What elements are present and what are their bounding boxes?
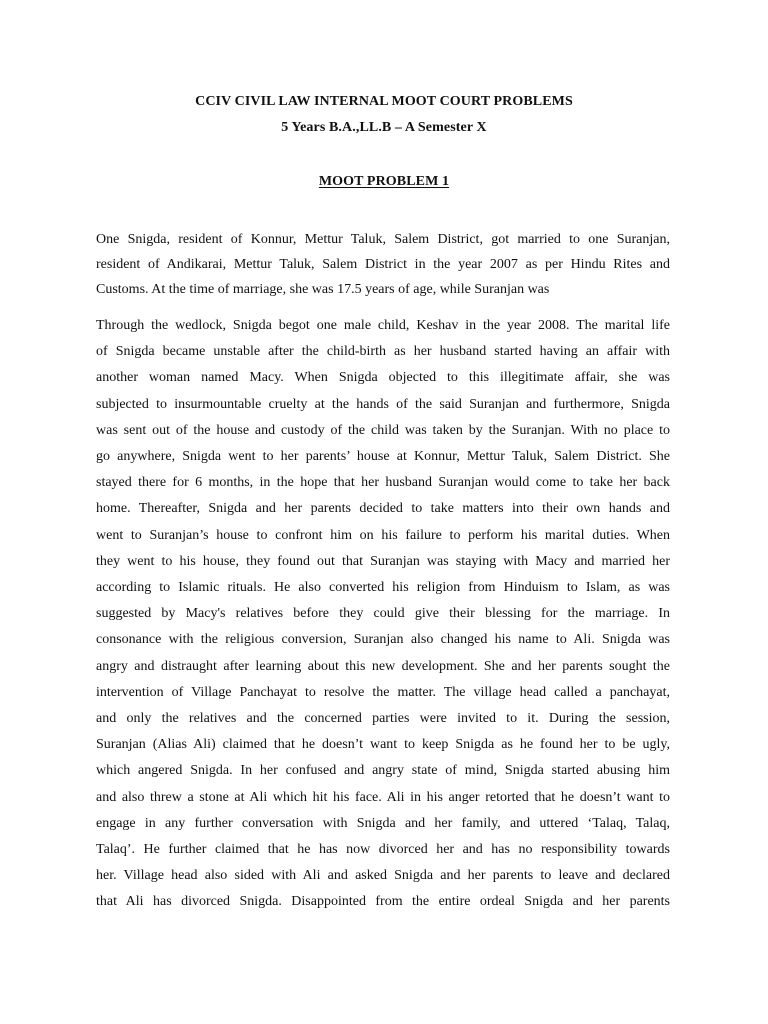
paragraph-1 (96, 227, 670, 302)
moot-problem-heading: MOOT PROBLEM 1 (318, 174, 450, 189)
document-title: CCIV CIVIL LAW INTERNAL MOOT COURT PROBLEMS (195, 94, 573, 109)
paragraph-line: One Snigda, resident of Konnur, Mettur Taluk, Salem District, got married to one Suranjan, (96, 232, 670, 247)
paragraph-line: they went to his house, they found out that Suranjan was staying with Macy and married her (96, 553, 670, 569)
paragraph-line: stayed there for 6 months, in the hope that her husband Suranjan would come to take her back (96, 475, 670, 491)
paragraph-line: of Snigda became unstable after the child-birth as her husband started having an affair with (96, 344, 670, 360)
paragraph-line: angry and distraught after learning about this new development. She and her parents sought the (96, 658, 670, 674)
paragraph-line: that Ali has divorced Snigda. Disappointed from the entire ordeal Snigda and her parents (96, 894, 670, 910)
paragraph-line: another woman named Macy. When Snigda objected to this illegitimate affair, she was (96, 370, 670, 386)
paragraph-line: go anywhere, Snigda went to her parents’ house at Konnur, Mettur Taluk, Salem District. She (96, 449, 670, 465)
paragraph-line: subjected to insurmountable cruelty at the hands of the said Suranjan and furthermore, Snigda (96, 396, 670, 412)
paragraph-line: home. Thereafter, Snigda and her parents decided to take matters into their own hands and (96, 501, 670, 517)
paragraph-line: and also threw a stone at Ali which hit his face. Ali in his anger retorted that he doesn’t want to (96, 789, 670, 805)
paragraph-line: Through the wedlock, Snigda begot one male child, Keshav in the year 2008. The marital life (96, 318, 670, 333)
paragraph-line: consonance with the religious conversion, Suranjan also changed his name to Ali. Snigda was (96, 632, 670, 648)
paragraph-line: which angered Snigda. In her confused and angry state of mind, Snigda started abusing him (96, 763, 670, 779)
paragraph-2 (96, 313, 670, 916)
paragraph-line: Suranjan (Alias Ali) claimed that he doesn’t want to keep Snigda as he found her to be ugly, (96, 737, 670, 753)
paragraph-line: suggested by Macy's relatives before they could give their blessing for the marriage. In (96, 606, 670, 622)
paragraph-line: and only the relatives and the concerned parties were invited to it. During the session, (96, 711, 670, 727)
paragraph-line: went to Suranjan’s house to confront him on his failure to perform his marital duties. When (96, 527, 670, 543)
paragraph-line: her. Village head also sided with Ali and asked Snigda and her parents to leave and declared (96, 868, 670, 884)
paragraph-line: Talaq’. He further claimed that he has now divorced her and has no responsibility towards (96, 842, 670, 858)
paragraph-line: resident of Andikarai, Mettur Taluk, Salem District in the year 2007 as per Hindu Rites and (96, 257, 670, 272)
paragraph-line: according to Islamic rituals. He also converted his religion from Hinduism to Islam, as was (96, 580, 670, 596)
document-subtitle: 5 Years B.A.,LL.B – A Semester X (281, 120, 487, 135)
paragraph-line: was sent out of the house and custody of the child was taken by the Suranjan. With no place to (96, 422, 670, 438)
paragraph-line: engage in any further conversation with Snigda and her family, and uttered ‘Talaq, Talaq, (96, 815, 670, 831)
paragraph-line: intervention of Village Panchayat to resolve the matter. The village head called a panchayat, (96, 684, 670, 700)
paragraph-line: Customs. At the time of marriage, she was 17.5 years of age, while Suranjan was (96, 282, 550, 297)
